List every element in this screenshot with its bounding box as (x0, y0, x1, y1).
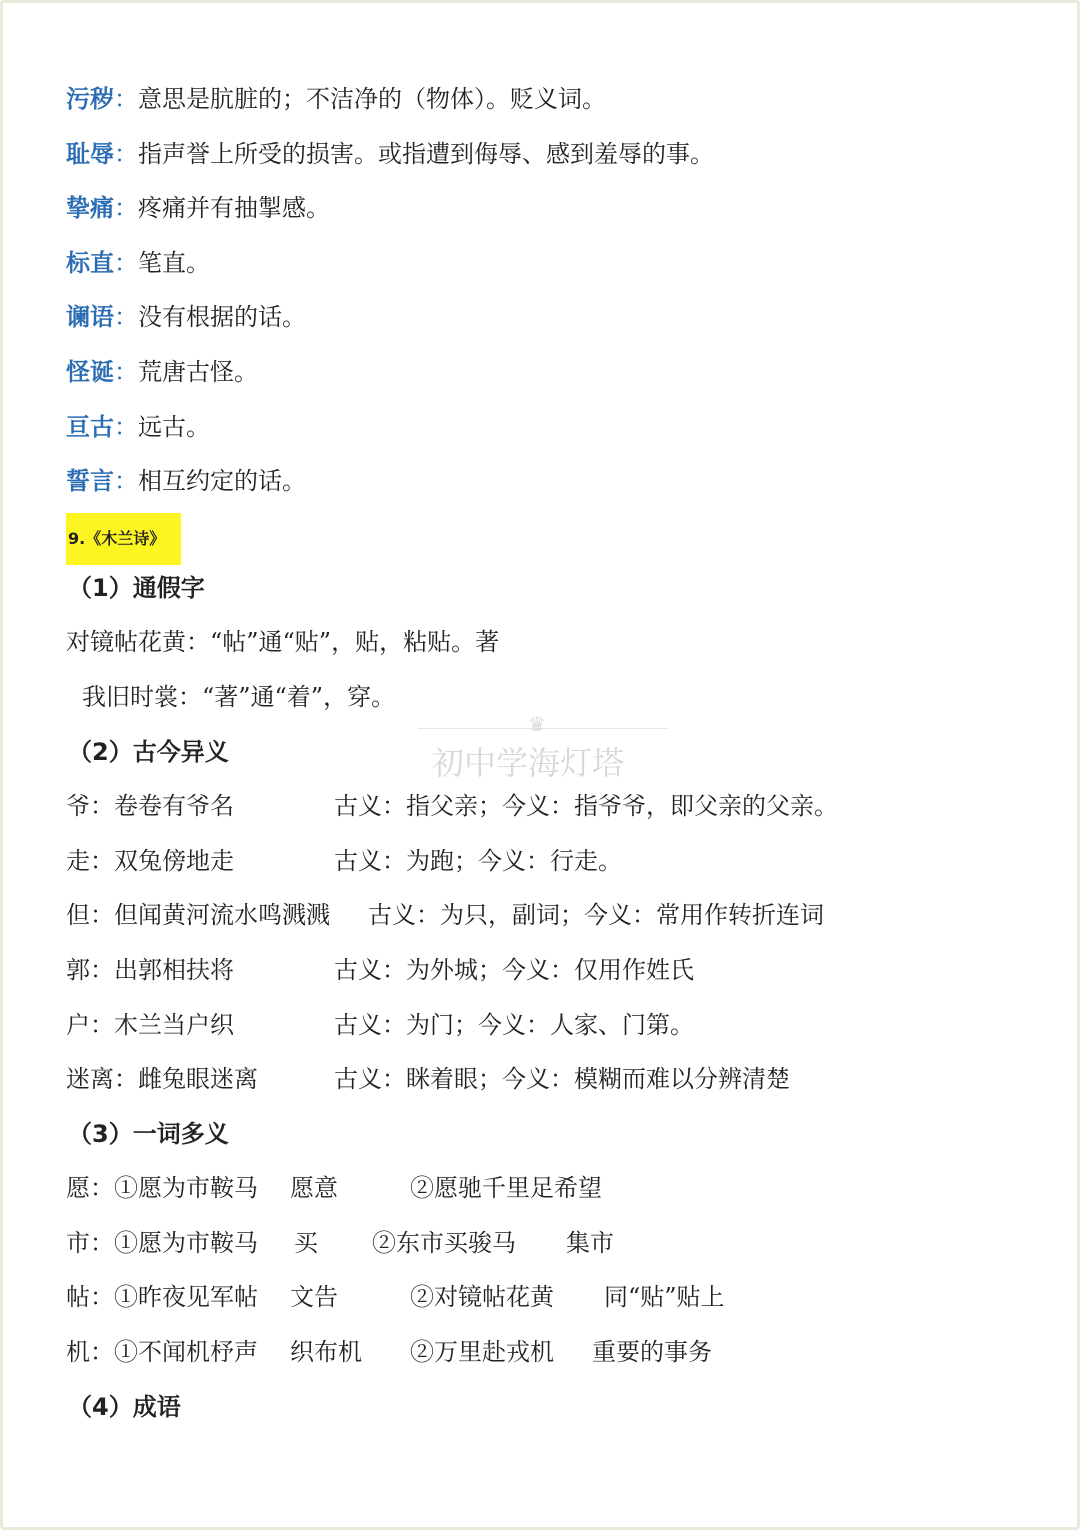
definition-row (66, 294, 1046, 349)
yici-example-1: 市：①愿为市鞍马 (66, 1228, 258, 1257)
yici-example-2: ②对镜帖花黄 (410, 1283, 554, 1312)
definition-term: 怪诞 (66, 357, 114, 386)
crown-icon: ♛ (528, 712, 546, 736)
gujin-meaning: 古义：指父亲；今义：指爷爷，即父亲的父亲。 (334, 792, 838, 821)
gujin-meaning: 古义：为跑；今义：行走。 (334, 846, 622, 875)
definition-text: 疼痛并有抽掣感。 (138, 194, 330, 223)
tongjia-line: 我旧时裳：“著”通“着”，穿。 (82, 682, 396, 711)
gujin-row (66, 838, 1046, 893)
gujin-word: 但：但闻黄河流水鸣溅溅 (66, 901, 330, 930)
yici-row (66, 1220, 1046, 1275)
yici-example-2: ②愿驰千里足希望 (410, 1174, 602, 1203)
definition-term: 谰语 (66, 303, 114, 332)
yici-meaning-1: 织布机 (290, 1338, 362, 1367)
yici-example-2: ②东市买骏马 (372, 1228, 516, 1257)
definition-colon: ： (114, 85, 138, 113)
definition-text: 没有根据的话。 (138, 303, 306, 332)
section-heading-row (66, 513, 1046, 565)
watermark-text: 初中学海灯塔 (432, 744, 625, 782)
definition-row (66, 76, 1046, 131)
definition-colon: ： (114, 357, 138, 386)
definition-term: 耻辱 (66, 139, 114, 168)
tongjia-line: 对镜帖花黄：“帖”通“贴”，贴，粘贴。著 (66, 628, 500, 657)
section-heading: 9.《木兰诗》 (66, 513, 181, 565)
gujin-word: 郭：出郭相扶将 (66, 955, 234, 984)
gujin-word: 户：木兰当户织 (66, 1010, 234, 1039)
subheading-text: （4）成语 (68, 1392, 181, 1421)
yici-example-1: 机：①不闻机杼声 (66, 1338, 258, 1367)
definition-row (66, 349, 1046, 404)
yici-example-2: ②万里赴戎机 (410, 1338, 554, 1367)
definition-row (66, 131, 1046, 186)
definition-row (66, 240, 1046, 295)
definition-term: 誓言 (66, 467, 114, 496)
definition-text: 荒唐古怪。 (138, 357, 258, 386)
definition-term: 污秽 (66, 85, 114, 113)
subheading-chengyu (66, 1384, 1046, 1439)
definition-term: 挚痛 (66, 194, 114, 223)
definition-term: 标直 (66, 248, 114, 277)
definition-colon: ： (114, 139, 138, 168)
yici-meaning-1: 愿意 (290, 1174, 338, 1203)
subheading-text: （3）一词多义 (68, 1119, 229, 1148)
definition-text: 相互约定的话。 (138, 467, 306, 496)
definition-text: 笔直。 (138, 248, 210, 277)
definition-term: 亘古 (66, 412, 114, 441)
yici-meaning-2: 同“贴”贴上 (604, 1283, 725, 1312)
yici-row (66, 1329, 1046, 1384)
gujin-meaning: 古义：为门；今义：人家、门第。 (334, 1010, 694, 1039)
definition-row (66, 185, 1046, 240)
definition-row (66, 404, 1046, 459)
gujin-word: 走：双兔傍地走 (66, 846, 234, 875)
subheading-tongjia (66, 565, 1046, 620)
subheading-yici (66, 1111, 1046, 1166)
yici-meaning-2: 重要的事务 (592, 1338, 712, 1367)
gujin-meaning: 古义：为外城；今义：仅用作姓氏 (334, 955, 694, 984)
yici-meaning-1: 买 (294, 1228, 318, 1257)
subheading-text: （2）古今异义 (68, 737, 229, 766)
definition-row (66, 458, 1046, 513)
yici-example-1: 帖：①昨夜见军帖 (66, 1283, 258, 1312)
watermark (418, 712, 668, 792)
gujin-meaning: 古义：眯着眼；今义：模糊而难以分辨清楚 (334, 1065, 790, 1094)
gujin-row (66, 1056, 1046, 1111)
definition-text: 指声誉上所受的损害。或指遭到侮辱、感到羞辱的事。 (138, 139, 714, 168)
yici-meaning-2: 集市 (566, 1228, 614, 1257)
gujin-meaning: 古义：为只，副词；今义：常用作转折连词 (368, 901, 824, 930)
definition-text: 远古。 (138, 412, 210, 441)
gujin-row (66, 892, 1046, 947)
subheading-text: （1）通假字 (68, 573, 205, 602)
definition-colon: ： (114, 248, 138, 277)
definition-colon: ： (114, 194, 138, 223)
gujin-word: 爷：卷卷有爷名 (66, 792, 234, 821)
definition-colon: ： (114, 303, 138, 332)
gujin-word: 迷离：雌兔眼迷离 (66, 1065, 258, 1094)
gujin-row (66, 947, 1046, 1002)
yici-meaning-1: 文告 (290, 1283, 338, 1312)
gujin-row (66, 1002, 1046, 1057)
definition-colon: ： (114, 412, 138, 441)
definition-text: 意思是肮脏的；不洁净的（物体）。贬义词。 (138, 85, 606, 113)
yici-row (66, 1274, 1046, 1329)
yici-row (66, 1165, 1046, 1220)
yici-example-1: 愿：①愿为市鞍马 (66, 1174, 258, 1203)
definition-colon: ： (114, 467, 138, 496)
